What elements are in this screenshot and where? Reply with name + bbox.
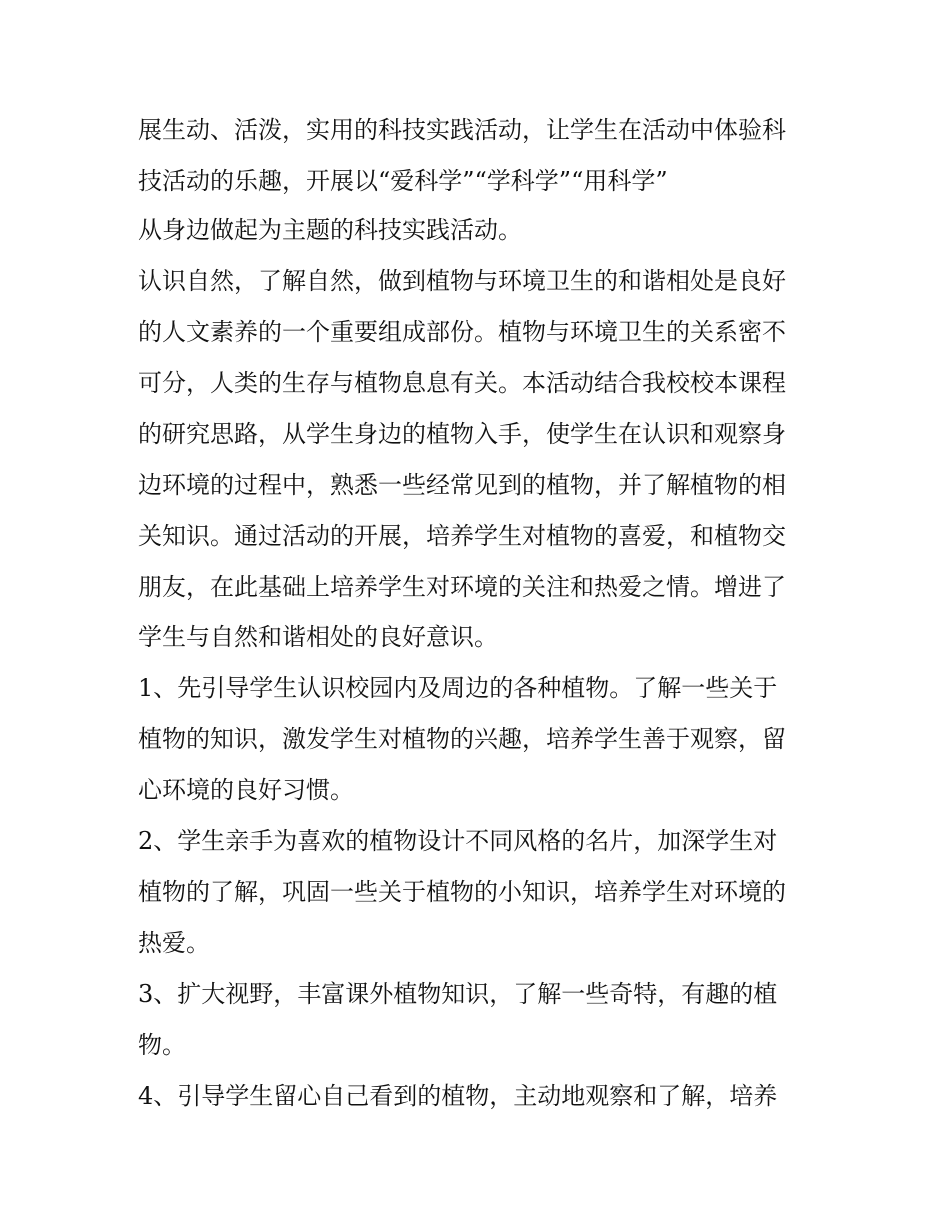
text-line: 可分，人类的生存与植物息息有关。本活动结合我校校本课程 <box>138 369 786 397</box>
text-line: 从身边做起为主题的科技实践活动。 <box>138 216 522 244</box>
text-line: 植物的知识，激发学生对植物的兴趣，培养学生善于观察，留 <box>138 725 786 753</box>
text-line: 朋友，在此基础上培养学生对环境的关注和热爱之情。增进了 <box>138 573 786 601</box>
list-item-1: 1、先引导学生认识校园内及周边的各种植物。了解一些关于 <box>138 674 778 702</box>
text-line: 物。 <box>138 1031 186 1059</box>
list-item-2: 2、学生亲手为喜欢的植物设计不同风格的名片，加深学生对 <box>138 827 778 855</box>
text-line: 学生与自然和谐相处的良好意识。 <box>138 623 498 651</box>
text-line: 展生动、活泼，实用的科技实践活动，让学生在活动中体验科 <box>138 116 786 144</box>
text-line: 边环境的过程中，熟悉一些经常见到的植物，并了解植物的相 <box>138 471 786 499</box>
text-line: 关知识。通过活动的开展，培养学生对植物的喜爱，和植物交 <box>138 522 786 550</box>
text-line: 热爱。 <box>138 929 210 957</box>
list-item-3: 3、扩大视野，丰富课外植物知识，了解一些奇特，有趣的植 <box>138 980 778 1008</box>
list-item-4: 4、引导学生留心自己看到的植物，主动地观察和了解，培养 <box>138 1082 778 1110</box>
text-line: 植物的了解，巩固一些关于植物的小知识，培养学生对环境的 <box>138 878 786 906</box>
text-line: 技活动的乐趣，开展以“爱科学”“学科学”“用科学” <box>138 167 668 195</box>
text-line: 的研究思路，从学生身边的植物入手，使学生在认识和观察身 <box>138 420 786 448</box>
text-line: 心环境的良好习惯。 <box>138 776 354 804</box>
text-line: 认识自然，了解自然，做到植物与环境卫生的和谐相处是良好 <box>138 267 786 295</box>
text-line: 的人文素养的一个重要组成部份。植物与环境卫生的关系密不 <box>138 318 786 346</box>
